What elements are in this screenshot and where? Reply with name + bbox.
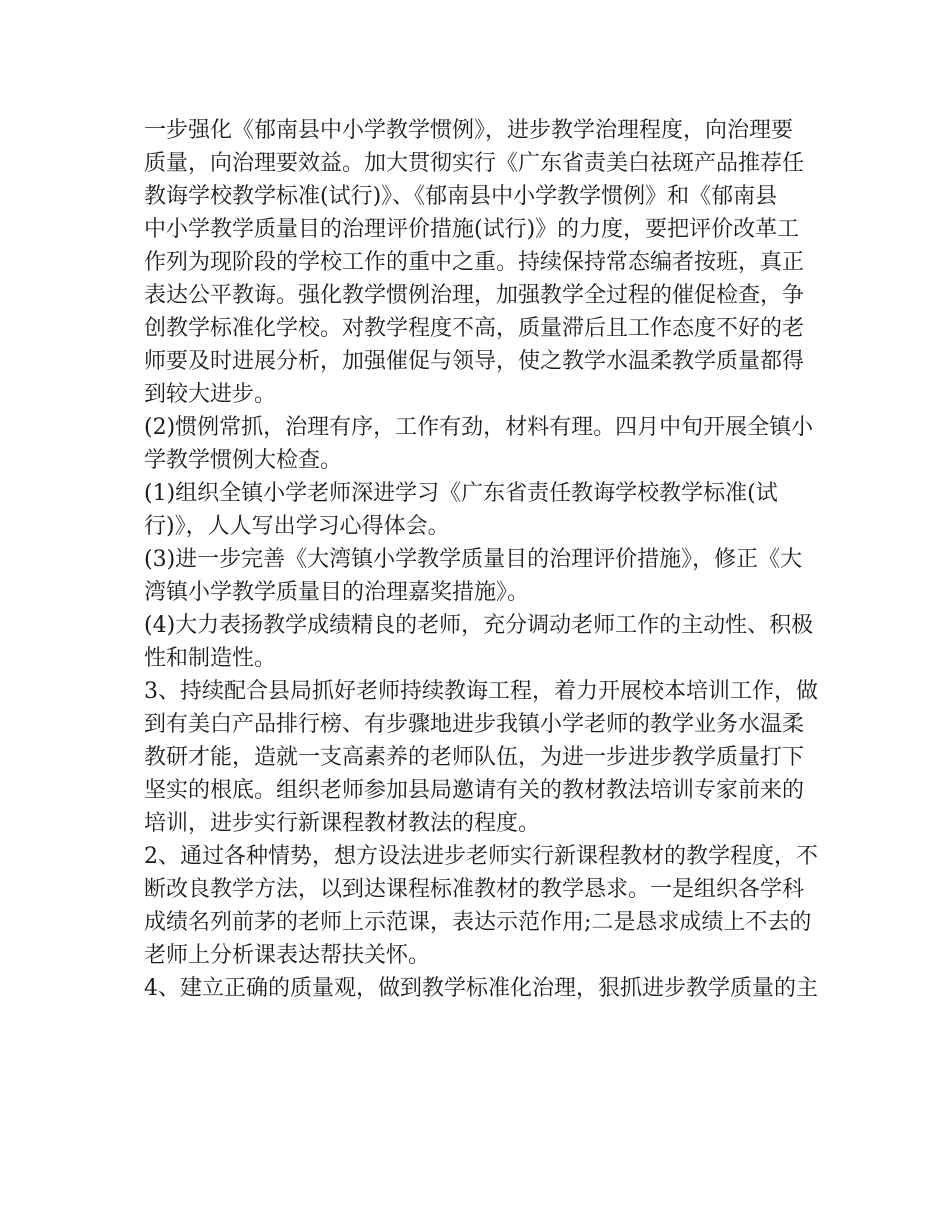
text-line: (1)组织全镇小学老师深进学习《广东省责任教诲学校教学标准(试 (144, 481, 778, 506)
text-line: 教研才能，造就一支高素养的老师队伍，为进一步进步教学质量打下 (144, 745, 805, 770)
text-line: 到有美白产品排行榜、有步骤地进步我镇小学老师的教学业务水温柔 (144, 712, 805, 737)
text-line: 质量，向治理要效益。加大贯彻实行《广东省责美白祛斑产品推荐任 (144, 151, 805, 176)
document-body (144, 114, 824, 1005)
text-line: 成绩名列前茅的老师上示范课，表达示范作用;二是恳求成绩上不去的 (144, 910, 812, 935)
text-line: 到较大进步。 (144, 382, 277, 407)
text-line: 创教学标准化学校。对教学程度不高，质量滞后且工作态度不好的老 (144, 316, 805, 341)
text-line: 表达公平教诲。强化教学惯例治理，加强教学全过程的催促检查，争 (144, 283, 805, 308)
text-line: 4、建立正确的质量观，做到教学标准化治理，狠抓进步教学质量的主 (144, 976, 818, 1001)
text-line: 行)》，人人写出学习心得体会。 (144, 514, 450, 539)
text-line: 老师上分析课表达帮扶关怀。 (144, 943, 431, 968)
text-line: (4)大力表扬教学成绩精良的老师，充分调动老师工作的主动性、积极 (144, 613, 814, 638)
text-line: 2、通过各种情势，想方设法进步老师实行新课程教材的教学程度，不 (144, 844, 818, 869)
text-line: 中小学教学质量目的治理评价措施(试行)》的力度，要把评价改革工 (144, 217, 800, 242)
text-line: (3)进一步完善《大湾镇小学教学质量目的治理评价措施》，修正《大 (144, 547, 803, 572)
text-line: 性和制造性。 (144, 646, 277, 671)
text-line: 湾镇小学教学质量目的治理嘉奖措施》。 (144, 580, 530, 605)
text-line: 教诲学校教学标准(试行)》、《郁南县中小学教学惯例》和《郁南县 (144, 184, 778, 209)
text-line: (2)惯例常抓，治理有序，工作有劲，材料有理。四月中旬开展全镇小 (144, 415, 814, 440)
text-line: 坚实的根底。组织老师参加县局邀请有关的教材教法培训专家前来的 (144, 778, 805, 803)
text-line: 作列为现阶段的学校工作的重中之重。持续保持常态编者按班，真正 (144, 250, 805, 275)
text-line: 培训，进步实行新课程教材教法的程度。 (144, 811, 541, 836)
text-line: 师要及时进展分析，加强催促与领导，使之教学水温柔教学质量都得 (144, 349, 805, 374)
text-line: 3、持续配合县局抓好老师持续教诲工程，着力开展校本培训工作，做 (144, 679, 818, 704)
text-line: 一步强化《郁南县中小学教学惯例》，进步教学治理程度，向治理要 (144, 118, 794, 143)
text-line: 学教学惯例大检查。 (144, 448, 343, 473)
text-line: 断改良教学方法，以到达课程标准教材的教学恳求。一是组织各学科 (144, 877, 805, 902)
